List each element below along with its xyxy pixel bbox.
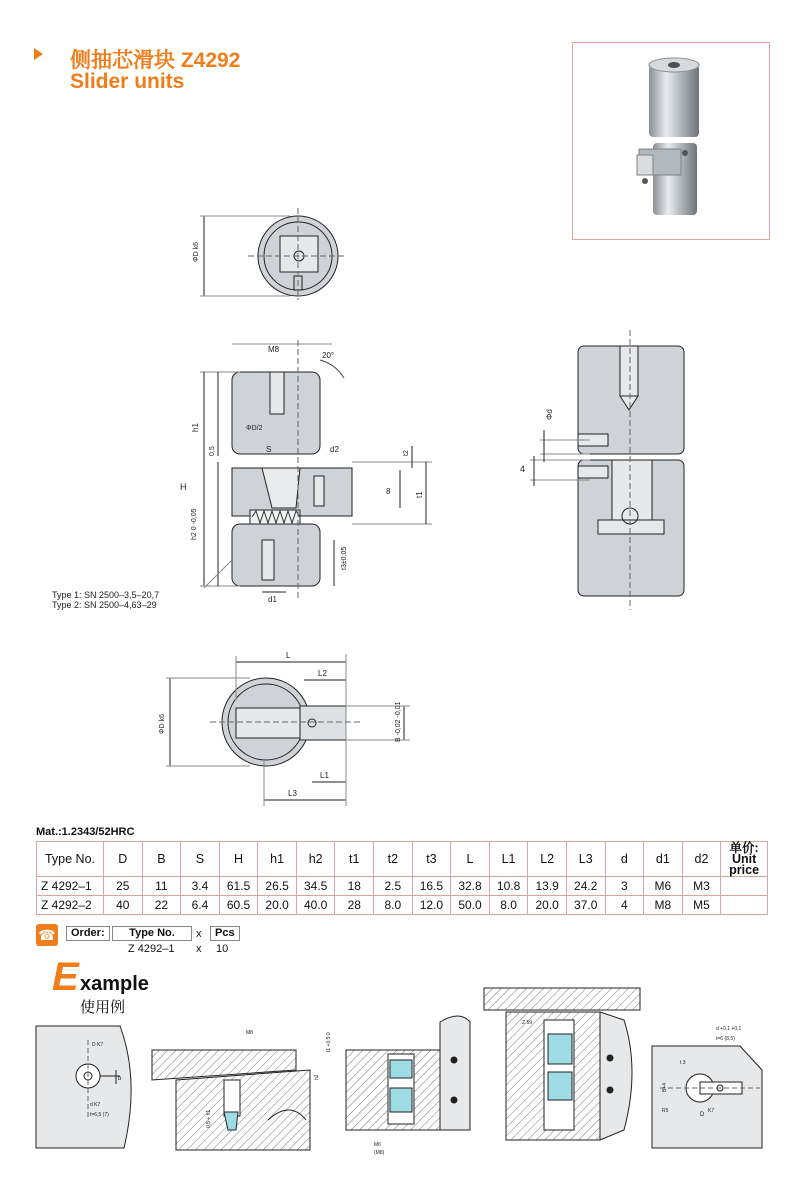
bottom-dia-label: ΦD k6 (159, 714, 166, 734)
order-example-x: x (196, 943, 202, 955)
table-cell: M8 (644, 896, 683, 915)
table-cell: 60.5 (219, 896, 258, 915)
ex1-b: b (118, 1076, 122, 1082)
table-cell: 13.9 (528, 877, 567, 896)
ex2-m8: M8 (246, 1030, 253, 1036)
header-cell: L1 (489, 842, 528, 877)
header-cell: L2 (528, 842, 567, 877)
header-cell: D (104, 842, 143, 877)
example-2 (152, 1050, 310, 1150)
unit-price-cn: 单价: (729, 840, 759, 855)
ex5-b4: B+4 (662, 1082, 668, 1092)
side-view (530, 330, 684, 610)
table-cell: M5 (682, 896, 721, 915)
four-label: 4 (520, 464, 526, 474)
unit-price-cell (721, 877, 768, 896)
table-cell: 50.0 (451, 896, 490, 915)
spec-table (36, 841, 768, 915)
half-mm-label: 0,5 (209, 446, 216, 456)
ex3-t1: t1 +0,5 0 (326, 1032, 332, 1052)
phi-d-label: Φd (545, 409, 554, 420)
header-cell: t1 (335, 842, 374, 877)
type2-note: Type 2: SN 2500–4,63–29 (52, 600, 157, 610)
ex5-D: D (700, 1112, 705, 1118)
unit-price-en: Unit price (729, 851, 760, 877)
example-title-cn: 使用例 (80, 999, 126, 1016)
header-cell: d1 (644, 842, 683, 877)
table-cell: 26.5 (258, 877, 297, 896)
header-cell: d2 (682, 842, 721, 877)
table-cell: 6.4 (181, 896, 220, 915)
ex3-m8p: (M8) (374, 1150, 385, 1156)
header-cell: H (219, 842, 258, 877)
H-label: H (180, 482, 187, 492)
top-view-dia-label: ΦD k6 (193, 242, 200, 262)
table-cell: 20.0 (528, 896, 567, 915)
page-title-en: Slider units (70, 70, 185, 93)
table-cell: 25 (104, 877, 143, 896)
ex3-m6: M6 (374, 1142, 381, 1148)
t1-label: t1 (415, 491, 424, 498)
unit-price-header (721, 842, 768, 877)
header-cell: h2 (296, 842, 335, 877)
table-cell: 18 (335, 877, 374, 896)
table-cell: 22 (142, 896, 181, 915)
ex5-d-tol: d +0,1 +0,1 (716, 1026, 742, 1032)
table-cell: 2.5 (374, 877, 413, 896)
L2-label: L2 (318, 669, 327, 678)
page-title-cn: 侧抽芯滑块 Z4292 (70, 49, 241, 72)
header-cell: t2 (374, 842, 413, 877)
order-example-qty: 10 (216, 943, 229, 955)
table-cell: 40.0 (296, 896, 335, 915)
table-cell: Z 4292–1 (37, 877, 104, 896)
top-view (200, 208, 346, 300)
t2-label: t2 (403, 450, 410, 456)
d-half-label: ΦD/2 (246, 425, 263, 432)
table-cell: 11 (142, 877, 181, 896)
ex5-t3: t 3 (680, 1060, 686, 1066)
plan-view (166, 654, 410, 806)
table-cell: 34.5 (296, 877, 335, 896)
table-cell: 4 (605, 896, 644, 915)
example-title: xample (80, 973, 149, 995)
table-cell: 28 (335, 896, 374, 915)
eight-label: 8 (386, 487, 391, 496)
ex1-dk7-small: d K7 (90, 1102, 101, 1108)
table-cell: 16.5 (412, 877, 451, 896)
header-cell: L (451, 842, 490, 877)
type-no-label: Type No. (112, 926, 192, 941)
table-row (37, 896, 768, 915)
table-cell: M3 (682, 877, 721, 896)
ex1-dk7: D K7 (92, 1042, 104, 1048)
header-cell: L3 (566, 842, 605, 877)
table-cell: 3 (605, 877, 644, 896)
table-cell: 10.8 (489, 877, 528, 896)
t3-label: t3±0,05 (341, 546, 348, 570)
ex5-r5: R5 (662, 1108, 669, 1114)
table-cell: 32.8 (451, 877, 490, 896)
table-cell: 8.0 (489, 896, 528, 915)
table-cell: 3.4 (181, 877, 220, 896)
ex5-k7: K7 (708, 1108, 715, 1114)
L-label: L (286, 651, 291, 660)
table-cell: 24.2 (566, 877, 605, 896)
ex2-half-h1: 0,5 + h1 (206, 1109, 212, 1128)
ex1-t-note: t=6,5 (7) (90, 1112, 109, 1118)
table-cell: 37.0 (566, 896, 605, 915)
header-cell: d (605, 842, 644, 877)
example-3 (346, 1016, 470, 1130)
table-cell: 20.0 (258, 896, 297, 915)
header-cell: B (142, 842, 181, 877)
ex5-t6: t=6 (8,5) (716, 1036, 735, 1042)
header-cell: h1 (258, 842, 297, 877)
h1-label: h1 (191, 423, 200, 432)
material-note: Mat.:1.2343/52HRC (36, 826, 135, 838)
phone-order-icon: ☎ (36, 924, 58, 946)
example-initial: E (52, 955, 79, 999)
L3-label: L3 (288, 789, 297, 798)
main-section-view (200, 340, 432, 600)
B-tol-label: B -0,02 -0,01 (395, 701, 402, 742)
table-cell: M6 (644, 877, 683, 896)
table-cell: 12.0 (412, 896, 451, 915)
header-cell: Type No. (37, 842, 104, 877)
h2-label: h2 0 -0,05 (191, 508, 198, 540)
example-1 (36, 1026, 131, 1148)
d1-label: d1 (268, 595, 277, 604)
type1-note: Type 1: SN 2500–3,5–20,7 (52, 590, 160, 600)
table-row (37, 877, 768, 896)
header-cell: S (181, 842, 220, 877)
table-cell: 40 (104, 896, 143, 915)
example-4 (484, 988, 640, 1140)
example-drawings (0, 980, 800, 1178)
order-example-type: Z 4292–1 (128, 943, 175, 955)
unit-price-cell (721, 896, 768, 915)
angle-label: 20° (322, 351, 335, 360)
table-cell: Z 4292–2 (37, 896, 104, 915)
ex3-h2: h2 (314, 1074, 320, 1080)
s-label: S (266, 445, 272, 454)
order-label: Order: (66, 926, 110, 941)
ex4-z59: Z 59 (522, 1020, 533, 1026)
pcs-label: Pcs (210, 926, 240, 941)
table-cell: 8.0 (374, 896, 413, 915)
example-5 (652, 1046, 762, 1148)
header-cell: t3 (412, 842, 451, 877)
order-x: x (196, 928, 202, 940)
L1-label: L1 (320, 771, 329, 780)
table-header-row (37, 842, 768, 877)
d2-label: d2 (330, 445, 339, 454)
m8-label: M8 (268, 345, 280, 354)
table-cell: 61.5 (219, 877, 258, 896)
